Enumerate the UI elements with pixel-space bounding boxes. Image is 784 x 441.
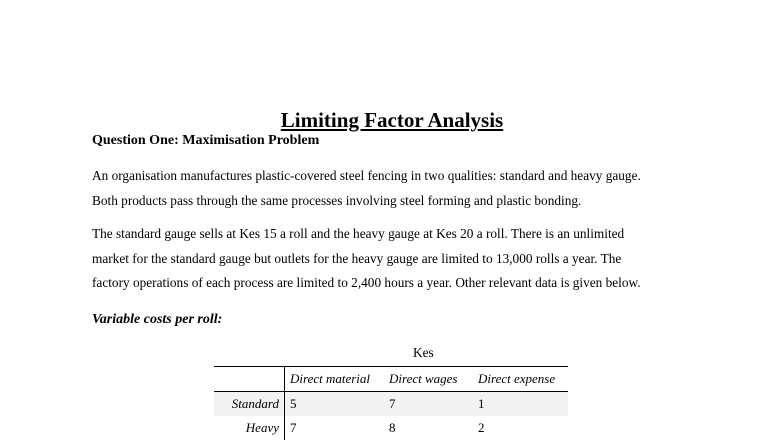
currency-label: Kes: [413, 345, 434, 360]
row-label-heavy: Heavy: [214, 416, 285, 440]
pricing-paragraph: [92, 222, 692, 296]
cell-direct-expense: 1: [473, 392, 568, 417]
paragraph-line: market for the standard gauge but outlets for the heavy gauge are limited to 13,000 rolls a year. The: [92, 250, 622, 266]
variable-costs-heading: Variable costs per roll:: [92, 312, 223, 327]
table-corner-cell: [214, 367, 285, 392]
row-label-standard: Standard: [214, 392, 285, 417]
cell-direct-expense: 2: [478, 420, 485, 435]
paragraph-line: Both products pass through the same processes involving steel forming and plastic bonding.: [92, 192, 582, 208]
column-header-direct-material: Direct material: [285, 367, 385, 392]
table-header-row: [214, 367, 568, 392]
intro-paragraph: [92, 164, 692, 213]
paragraph-line: factory operations of each process are limited to 2,400 hours a year. Other relevant data is given below.: [92, 275, 641, 290]
table-row: [214, 392, 568, 417]
variable-costs-table: [214, 366, 568, 440]
column-header-direct-expense: Direct expense: [473, 367, 568, 392]
cell-direct-material: 5: [285, 392, 385, 417]
document-title: Limiting Factor Analysis: [280, 108, 504, 132]
paragraph-line: The standard gauge sells at Kes 15 a roll and the heavy gauge at Kes 20 a roll. There is an unlimited: [92, 226, 625, 241]
question-heading: Question One: Maximisation Problem: [92, 133, 320, 148]
paragraph-line: An organisation manufactures plastic-covered steel fencing in two qualities: standard and heavy gauge.: [92, 168, 641, 183]
column-header-direct-wages: Direct wages: [384, 367, 473, 392]
cell-direct-wages: 7: [384, 392, 473, 417]
cell-direct-wages: 8: [389, 420, 396, 435]
cell-direct-material: 7: [290, 420, 297, 435]
table-row: [214, 416, 568, 440]
